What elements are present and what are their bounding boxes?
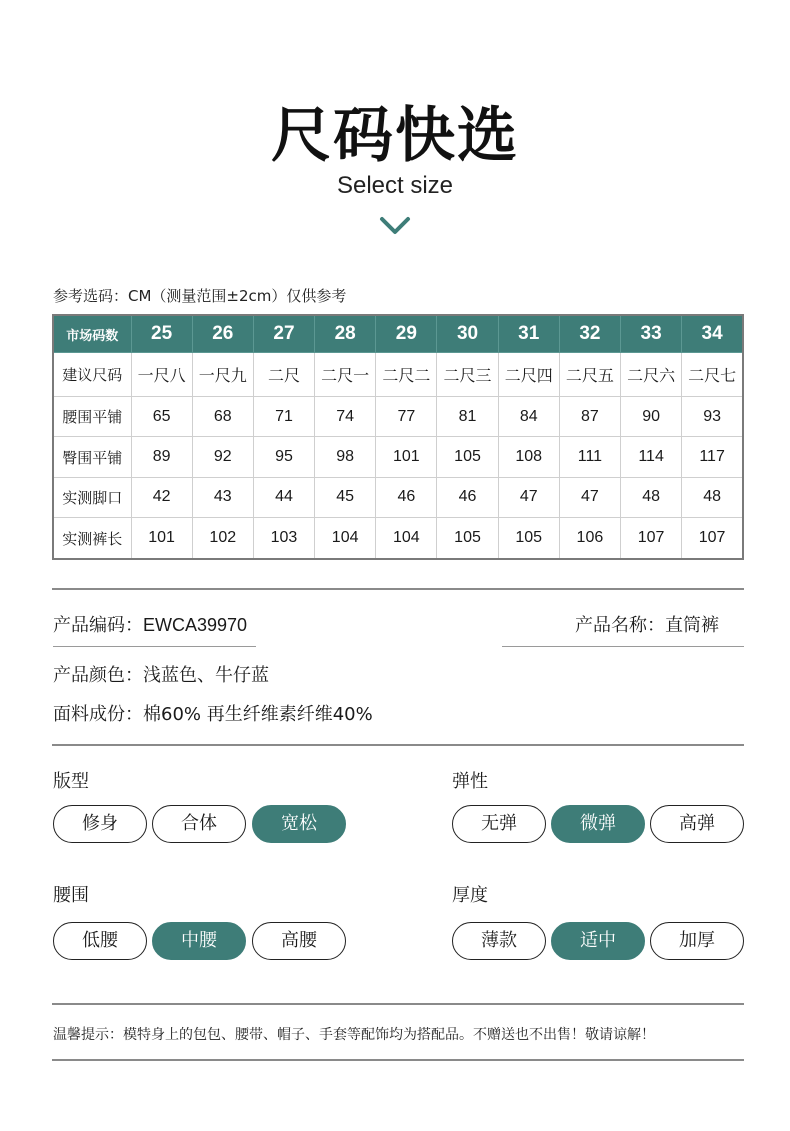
table-cell: 111 bbox=[559, 437, 620, 477]
table-cell: 二尺四 bbox=[498, 353, 559, 397]
table-cell: 93 bbox=[682, 397, 743, 437]
waist-title: 腰围 bbox=[53, 885, 89, 906]
size-col-header: 32 bbox=[559, 315, 620, 353]
waist-option-selected[interactable]: 中腰 bbox=[152, 922, 246, 960]
thickness-option[interactable]: 加厚 bbox=[650, 922, 744, 960]
table-cell: 81 bbox=[437, 397, 498, 437]
table-cell: 102 bbox=[192, 518, 253, 559]
size-reference-note: 参考选码：CM（测量范围±2cm）仅供参考 bbox=[53, 287, 347, 305]
product-code bbox=[53, 611, 247, 637]
divider bbox=[52, 588, 744, 590]
product-name-label: 产品名称： bbox=[575, 615, 665, 636]
row-label: 实测脚口 bbox=[53, 477, 131, 517]
product-color-value: 浅蓝色、牛仔蓝 bbox=[143, 665, 269, 686]
table-cell: 43 bbox=[192, 477, 253, 517]
table-cell: 87 bbox=[559, 397, 620, 437]
table-cell: 74 bbox=[315, 397, 376, 437]
table-cell: 46 bbox=[437, 477, 498, 517]
table-cell: 二尺一 bbox=[315, 353, 376, 397]
table-cell: 107 bbox=[621, 518, 682, 559]
row-label: 建议尺码 bbox=[53, 353, 131, 397]
product-code-value: EWCA39970 bbox=[143, 615, 248, 635]
table-cell: 二尺五 bbox=[559, 353, 620, 397]
product-color-label: 产品颜色： bbox=[53, 665, 143, 686]
table-cell: 105 bbox=[437, 437, 498, 477]
table-cell: 104 bbox=[376, 518, 437, 559]
table-cell: 105 bbox=[437, 518, 498, 559]
row-label: 实测裤长 bbox=[53, 518, 131, 559]
thickness-title: 厚度 bbox=[452, 885, 488, 906]
row-label: 臀围平铺 bbox=[53, 437, 131, 477]
size-col-header: 25 bbox=[131, 315, 192, 353]
table-cell: 108 bbox=[498, 437, 559, 477]
thickness-option[interactable]: 薄款 bbox=[452, 922, 546, 960]
fit-title: 版型 bbox=[53, 771, 89, 792]
table-cell: 101 bbox=[131, 518, 192, 559]
page-title: 尺码快选 bbox=[271, 101, 519, 171]
size-col-header: 26 bbox=[192, 315, 253, 353]
table-cell: 95 bbox=[253, 437, 314, 477]
fit-option-selected[interactable]: 宽松 bbox=[252, 805, 346, 843]
table-cell: 47 bbox=[559, 477, 620, 517]
size-col-header: 27 bbox=[253, 315, 314, 353]
divider bbox=[502, 646, 744, 647]
table-cell: 68 bbox=[192, 397, 253, 437]
divider bbox=[52, 1059, 744, 1061]
table-cell: 47 bbox=[498, 477, 559, 517]
table-cell: 92 bbox=[192, 437, 253, 477]
waist-option[interactable]: 低腰 bbox=[53, 922, 147, 960]
fit-option[interactable]: 合体 bbox=[152, 805, 246, 843]
elasticity-option[interactable]: 高弹 bbox=[650, 805, 744, 843]
table-cell: 一尺九 bbox=[192, 353, 253, 397]
table-row bbox=[53, 518, 743, 559]
table-cell: 101 bbox=[376, 437, 437, 477]
table-cell: 二尺六 bbox=[621, 353, 682, 397]
table-cell: 84 bbox=[498, 397, 559, 437]
table-row bbox=[53, 397, 743, 437]
table-row bbox=[53, 477, 743, 517]
waist-option[interactable]: 高腰 bbox=[252, 922, 346, 960]
divider bbox=[52, 1003, 744, 1005]
product-fabric-value: 棉60% 再生纤维素纤维40% bbox=[143, 704, 373, 725]
page-subtitle: Select size bbox=[336, 172, 454, 199]
table-cell: 48 bbox=[682, 477, 743, 517]
size-header-row bbox=[53, 315, 743, 353]
table-cell: 117 bbox=[682, 437, 743, 477]
table-cell: 103 bbox=[253, 518, 314, 559]
table-cell: 114 bbox=[621, 437, 682, 477]
size-col-header: 31 bbox=[498, 315, 559, 353]
table-cell: 98 bbox=[315, 437, 376, 477]
chevron-down-icon bbox=[379, 216, 411, 236]
elasticity-title: 弹性 bbox=[452, 771, 488, 792]
table-cell: 45 bbox=[315, 477, 376, 517]
elasticity-option[interactable]: 无弹 bbox=[452, 805, 546, 843]
footer-note: 温馨提示：模特身上的包包、腰带、帽子、手套等配饰均为搭配品。不赠送也不出售！敬请谅解！ bbox=[53, 1027, 655, 1043]
size-col-header: 28 bbox=[315, 315, 376, 353]
thickness-option-selected[interactable]: 适中 bbox=[551, 922, 645, 960]
table-cell: 44 bbox=[253, 477, 314, 517]
row-label: 腰围平铺 bbox=[53, 397, 131, 437]
table-cell: 77 bbox=[376, 397, 437, 437]
product-code-label: 产品编码： bbox=[53, 615, 143, 636]
divider bbox=[52, 744, 744, 746]
product-name bbox=[575, 611, 719, 637]
table-cell: 104 bbox=[315, 518, 376, 559]
table-cell: 106 bbox=[559, 518, 620, 559]
table-cell: 二尺二 bbox=[376, 353, 437, 397]
table-cell: 二尺 bbox=[253, 353, 314, 397]
product-fabric bbox=[53, 700, 373, 726]
fit-option[interactable]: 修身 bbox=[53, 805, 147, 843]
table-row bbox=[53, 437, 743, 477]
size-header-label: 市场码数 bbox=[53, 315, 131, 353]
product-color bbox=[53, 661, 269, 687]
table-cell: 107 bbox=[682, 518, 743, 559]
table-cell: 71 bbox=[253, 397, 314, 437]
table-cell: 42 bbox=[131, 477, 192, 517]
table-cell: 一尺八 bbox=[131, 353, 192, 397]
size-col-header: 30 bbox=[437, 315, 498, 353]
table-cell: 二尺七 bbox=[682, 353, 743, 397]
product-name-value: 直筒裤 bbox=[665, 615, 719, 636]
table-cell: 90 bbox=[621, 397, 682, 437]
table-cell: 二尺三 bbox=[437, 353, 498, 397]
elasticity-option-selected[interactable]: 微弹 bbox=[551, 805, 645, 843]
table-cell: 65 bbox=[131, 397, 192, 437]
table-cell: 105 bbox=[498, 518, 559, 559]
product-fabric-label: 面料成份： bbox=[53, 704, 143, 725]
table-cell: 46 bbox=[376, 477, 437, 517]
size-chart-table bbox=[52, 314, 744, 560]
size-col-header: 34 bbox=[682, 315, 743, 353]
size-col-header: 33 bbox=[621, 315, 682, 353]
size-col-header: 29 bbox=[376, 315, 437, 353]
divider bbox=[53, 646, 256, 647]
table-cell: 89 bbox=[131, 437, 192, 477]
table-row bbox=[53, 353, 743, 397]
table-cell: 48 bbox=[621, 477, 682, 517]
